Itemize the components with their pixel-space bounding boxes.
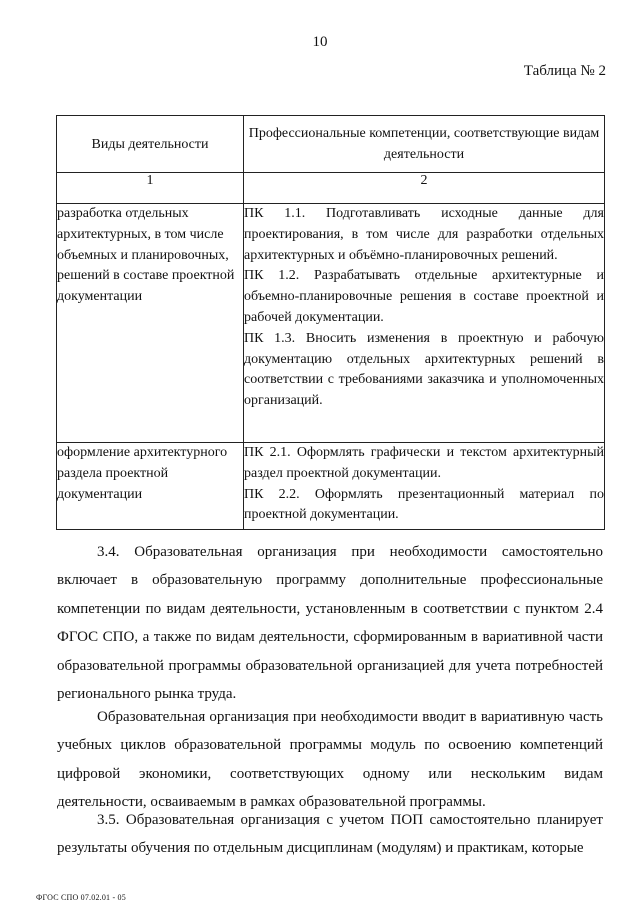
activity-text: разработка отдельных архитектурных, в том числе объемных и планировочных, решений в составе проектной документации bbox=[57, 206, 235, 305]
table-row bbox=[57, 204, 605, 443]
activity-text: оформление архитектурного раздела проектной документации bbox=[57, 445, 228, 502]
document-footer: ФГОС СПО 07.02.01 - 05 bbox=[36, 893, 126, 902]
competencies-cell bbox=[244, 204, 605, 443]
activity-cell bbox=[57, 204, 244, 443]
column-number-row bbox=[57, 173, 605, 204]
table-row bbox=[57, 443, 605, 530]
competency-item: ПК 1.1. Подготавливать исходные данные для проектирования, в том числе для разработки отдельных архитектурных и объёмно-планировочных решений. bbox=[244, 206, 604, 263]
competency-item: ПК 2.2. Оформлять презентационный материал по проектной документации. bbox=[244, 486, 604, 523]
competency-item: ПК 1.2. Разрабатывать отдельные архитектурные и объемно-планировочные решения в составе проектной и рабочей документации. bbox=[244, 268, 604, 325]
competency-item: ПК 1.3. Вносить изменения в проектную и рабочую документацию отдельных архитектурных решений в соответствии с требованиями заказчика и уполномоченных организаций. bbox=[244, 330, 604, 409]
table-header-row bbox=[57, 116, 605, 173]
column-number-2: 2 bbox=[244, 173, 605, 204]
paragraph-3-4: 3.4. Образовательная организация при необходимости самостоятельно включает в образовательную программу дополнительные профессиональные компетенции по видам деятельности, установленным в соответствии с пунктом 2.4 ФГОС СПО, а также по видам деятельности, сформированным в вариативной части образовательной программы образовательной организацией для учета потребностей регионального рынка труда. bbox=[57, 544, 603, 703]
competencies-cell bbox=[244, 443, 605, 530]
competencies-table bbox=[56, 115, 605, 530]
header-competencies: Профессиональные компетенции, соответствующие видам деятельности bbox=[244, 116, 605, 173]
activity-cell bbox=[57, 443, 244, 530]
page-number: 10 bbox=[312, 34, 328, 50]
paragraph-3-5: 3.5. Образовательная организация с учетом ПОП самостоятельно планирует результаты обучения по отдельным дисциплинам (модулям) и практикам, которые bbox=[57, 812, 603, 857]
column-number-1: 1 bbox=[57, 173, 244, 204]
competency-item: ПК 2.1. Оформлять графически и текстом архитектурный раздел проектной документации. bbox=[244, 445, 604, 481]
header-activities: Виды деятельности bbox=[57, 116, 244, 173]
paragraph-digital-economy: Образовательная организация при необходимости вводит в вариативную часть учебных циклов образовательной программы модуль по освоению компетенций цифровой экономики, соответствующих одному или нескольким видам деятельности, осваиваемым в рамках образовательной программы. bbox=[57, 709, 603, 811]
table-caption: Таблица № 2 bbox=[523, 63, 606, 79]
